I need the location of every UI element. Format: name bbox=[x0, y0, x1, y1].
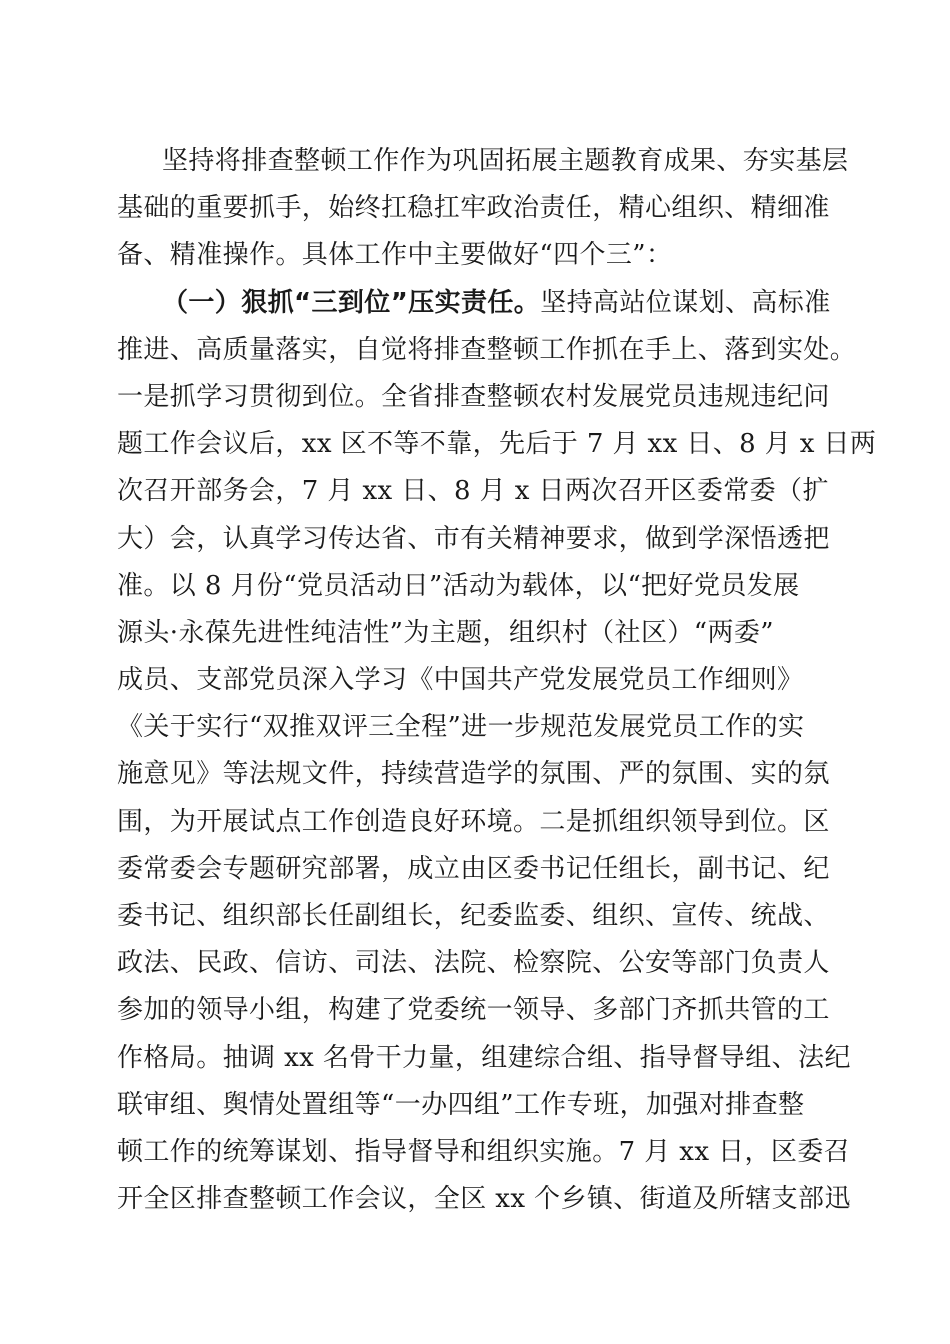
document-body bbox=[117, 138, 877, 1223]
text-line: 委书记、组织部长任副组长，纪委监委、组织、宣传、统战、 bbox=[117, 901, 830, 931]
text-line: 基础的重要抓手，始终扛稳扛牢政治责任，精心组织、精细准 bbox=[117, 193, 830, 224]
text-line: 作格局。抽调 xx 名骨干力量，组建综合组、指导督导组、法纪 bbox=[117, 1042, 851, 1073]
text-line: 源头·永葆先进性纯洁性”为主题，组织村（社区）“两委” bbox=[117, 617, 774, 648]
text-line: 顿工作的统筹谋划、指导督导和组织实施。7 月 xx 日，区委召 bbox=[117, 1136, 851, 1167]
text-line: 委常委会专题研究部署，成立由区委书记任组长，副书记、纪 bbox=[117, 853, 830, 884]
text-line: 联审组、舆情处置组等“一办四组”工作专班，加强对排查整 bbox=[117, 1089, 805, 1120]
text-line bbox=[117, 280, 833, 327]
section-heading: （一）狠抓“三到位”压实责任。 bbox=[162, 287, 541, 318]
text-line: 参加的领导小组，构建了党委统一领导、多部门齐抓共管的工 bbox=[117, 995, 830, 1026]
text-line: 准。以 8 月份“党员活动日”活动为载体，以“把好党员发展 bbox=[117, 570, 800, 601]
text-line: 成员、支部党员深入学习《中国共产党发展党员工作细则》 bbox=[117, 665, 804, 696]
text-line: 开全区排查整顿工作会议，全区 xx 个乡镇、街道及所辖支部迅 bbox=[117, 1184, 851, 1215]
text-line: 施意见》等法规文件，持续营造学的氛围、严的氛围、实的氛 bbox=[117, 759, 830, 790]
text-line: 《关于实行“双推双评三全程”进一步规范发展党员工作的实 bbox=[117, 712, 805, 743]
text-line: 政法、民政、信访、司法、法院、检察院、公安等部门负责人 bbox=[117, 948, 830, 979]
intro-paragraph bbox=[117, 138, 849, 280]
text-line: 一是抓学习贯彻到位。全省排查整顿农村发展党员违规违纪问 bbox=[117, 381, 830, 412]
section-one-paragraph bbox=[117, 280, 877, 1224]
text-line: 大）会，认真学习传达省、市有关精神要求，做到学深悟透把 bbox=[117, 523, 830, 554]
heading-line-rest: 坚持高站位谋划、高标准 bbox=[540, 287, 831, 318]
text-line: 推进、高质量落实，自觉将排查整顿工作抓在手上、落到实处。 bbox=[117, 334, 857, 365]
text-line: 题工作会议后，xx 区不等不靠，先后于 7 月 xx 日、8 月 x 日两 bbox=[117, 429, 877, 460]
text-line: 坚持将排查整顿工作作为巩固拓展主题教育成果、夯实基层 bbox=[162, 146, 849, 176]
text-line: 围，为开展试点工作创造良好环境。二是抓组织领导到位。区 bbox=[117, 806, 830, 837]
text-line: 备、精准操作。具体工作中主要做好“四个三”： bbox=[117, 240, 673, 271]
text-line: 次召开部务会，7 月 xx 日、8 月 x 日两次召开区委常委（扩 bbox=[117, 476, 829, 507]
